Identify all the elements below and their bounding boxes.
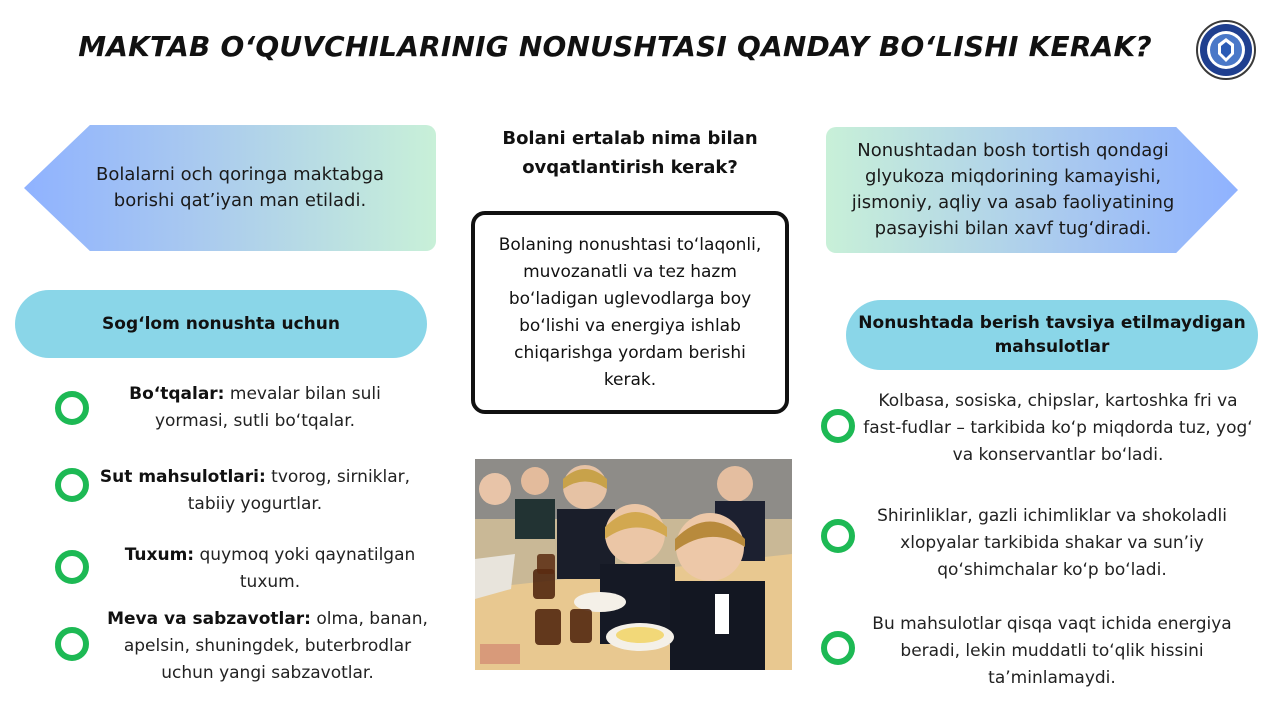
green-ring-icon: [821, 631, 855, 665]
item-label: Tuxum:: [124, 545, 195, 565]
children-breakfast-illustration: [475, 459, 792, 670]
center-question: Bolani ertalab nima bilan ovqatlantirish kerak?: [502, 128, 758, 178]
page-title: MAKTAB O‘QUVCHILARINIG NONUSHTASI QANDAY BO‘LISHI KERAK?: [78, 30, 1152, 63]
item-text: olma, banan, apelsin, shuningdek, buterbrodlar uchun yangi sabzavotlar.: [123, 609, 428, 683]
item-text: Bu mahsulotlar qisqa vaqt ichida energiya beradi, lekin muddatli to‘qlik hissini ta’minlamaydi.: [872, 614, 1232, 688]
center-info-text: Bolaning nonushtasi to‘laqonli, muvozanatli va tez hazm bo‘ladigan uglevodlarga boy bo‘lishi va energiya ishlab chiqarishga yordam berishi kerak.: [498, 234, 762, 390]
item-text: Kolbasa, sosiska, chipslar, kartoshka fri va fast-fudlar – tarkibida ko‘p miqdorda tuz, yog‘ va konservantlar bo‘ladi.: [863, 391, 1253, 465]
left-arrow-text: Bolalarni och qoringa maktabga borishi qat’iyan man etiladi.: [95, 164, 385, 211]
center-info-box: [471, 211, 789, 414]
green-ring-icon: [55, 550, 89, 584]
healthy-heading-label: Sog‘lom nonushta uchun: [102, 314, 340, 334]
item-label: Meva va sabzavotlar:: [107, 609, 311, 629]
item-label: Bo‘tqalar:: [129, 384, 225, 404]
healthy-breakfast-heading: [15, 290, 427, 358]
list-item: [862, 611, 1242, 692]
list-item: [95, 606, 440, 687]
item-text: tvorog, sirniklar, tabiiy yogurtlar.: [187, 467, 411, 514]
green-ring-icon: [821, 409, 855, 443]
children-breakfast-photo: [475, 459, 792, 670]
list-item: [95, 464, 415, 518]
item-text: Shirinliklar, gazli ichimliklar va shokoladli xlopyalar tarkibida shakar va sun’iy qo‘shimchalar ko‘p bo‘ladi.: [877, 506, 1227, 580]
list-item: [862, 503, 1242, 584]
green-ring-icon: [55, 468, 89, 502]
green-ring-icon: [55, 391, 89, 425]
green-ring-icon: [821, 519, 855, 553]
list-item: [95, 542, 445, 596]
not-recommended-heading-label: Nonushtada berish tavsiya etilmaydigan mahsulotlar: [858, 313, 1246, 357]
list-item: [95, 381, 415, 435]
university-seal-logo: [1196, 20, 1256, 80]
not-recommended-heading: [846, 300, 1258, 370]
item-text: mevalar bilan suli yormasi, sutli bo‘tqalar.: [154, 384, 381, 431]
list-item: [862, 388, 1254, 469]
right-arrow-text: Nonushtadan bosh tortish qondagi glyukoza miqdorining kamayishi, jismoniy, aqliy va asab faoliyatining pasayishi bilan xavf tug‘diradi.: [851, 140, 1175, 239]
item-label: Sut mahsulotlari:: [99, 467, 266, 487]
green-ring-icon: [55, 627, 89, 661]
item-text: quymoq yoki qaynatilgan tuxum.: [194, 545, 416, 592]
